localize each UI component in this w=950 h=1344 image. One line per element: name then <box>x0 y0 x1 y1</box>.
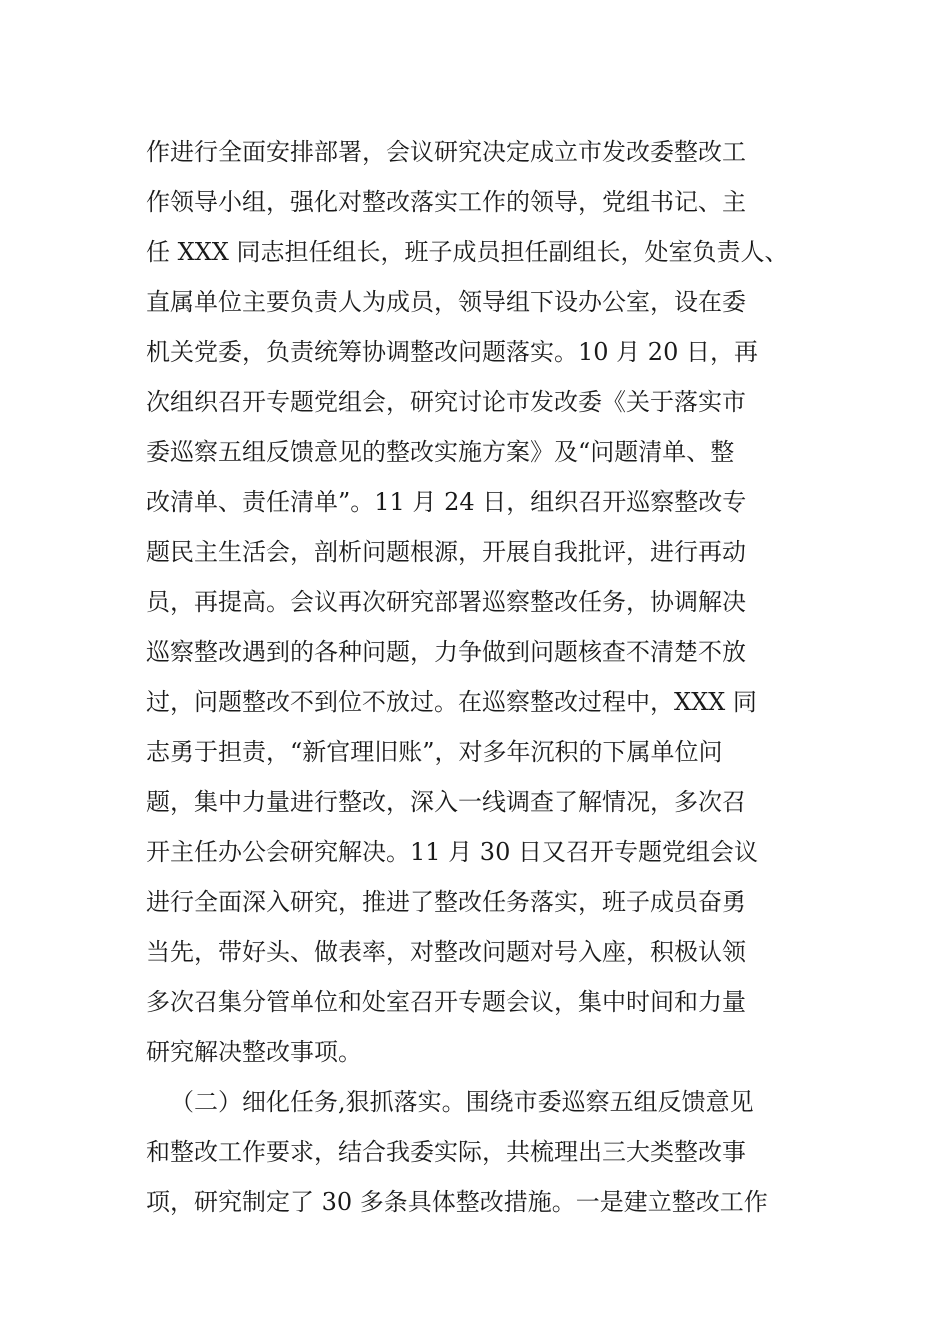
text-line: 项，研究制定了 30 多条具体整改措施。一是建立整改工作 <box>146 1188 768 1216</box>
text-line: 当先，带好头、做表率，对整改问题对号入座，积极认领 <box>146 938 746 966</box>
text-line: 题民主生活会，剖析问题根源，开展自我批评，进行再动 <box>146 538 746 566</box>
text-line: 委巡察五组反馈意见的整改实施方案》及“问题清单、整 <box>146 438 735 466</box>
text-line: 多次召集分管单位和处室召开专题会议，集中时间和力量 <box>146 988 746 1016</box>
text-line: 研究解决整改事项。 <box>146 1038 362 1066</box>
text-line: 开主任办公会研究解决。11 月 30 日又召开专题党组会议 <box>146 838 758 866</box>
text-line: 巡察整改遇到的各种问题，力争做到问题核查不清楚不放 <box>146 638 746 666</box>
text-line: 任 XXX 同志担任组长，班子成员担任副组长，处室负责人、 <box>146 238 789 266</box>
text-line: 直属单位主要负责人为成员，领导组下设办公室，设在委 <box>146 288 746 316</box>
text-line: 过，问题整改不到位不放过。在巡察整改过程中，XXX 同 <box>146 688 757 716</box>
text-line: 作领导小组，强化对整改落实工作的领导，党组书记、主 <box>146 188 746 216</box>
text-line: 次组织召开专题党组会，研究讨论市发改委《关于落实市 <box>146 388 746 416</box>
text-line: 和整改工作要求，结合我委实际，共梳理出三大类整改事 <box>146 1138 746 1166</box>
text-line: 机关党委，负责统筹协调整改问题落实。10 月 20 日，再 <box>146 338 758 366</box>
text-line: 作进行全面安排部署，会议研究决定成立市发改委整改工 <box>146 138 746 166</box>
text-line: 员，再提高。会议再次研究部署巡察整改任务，协调解决 <box>146 588 746 616</box>
text-line: 进行全面深入研究，推进了整改任务落实，班子成员奋勇 <box>146 888 746 916</box>
text-line: 志勇于担责，“新官理旧账”，对多年沉积的下属单位问 <box>146 738 723 766</box>
paragraph-heading-line: （二）细化任务,狠抓落实。围绕市委巡察五组反馈意见 <box>170 1088 754 1116</box>
text-line: 题，集中力量进行整改，深入一线调查了解情况，多次召 <box>146 788 746 816</box>
text-line: 改清单、责任清单”。11 月 24 日，组织召开巡察整改专 <box>146 488 747 516</box>
